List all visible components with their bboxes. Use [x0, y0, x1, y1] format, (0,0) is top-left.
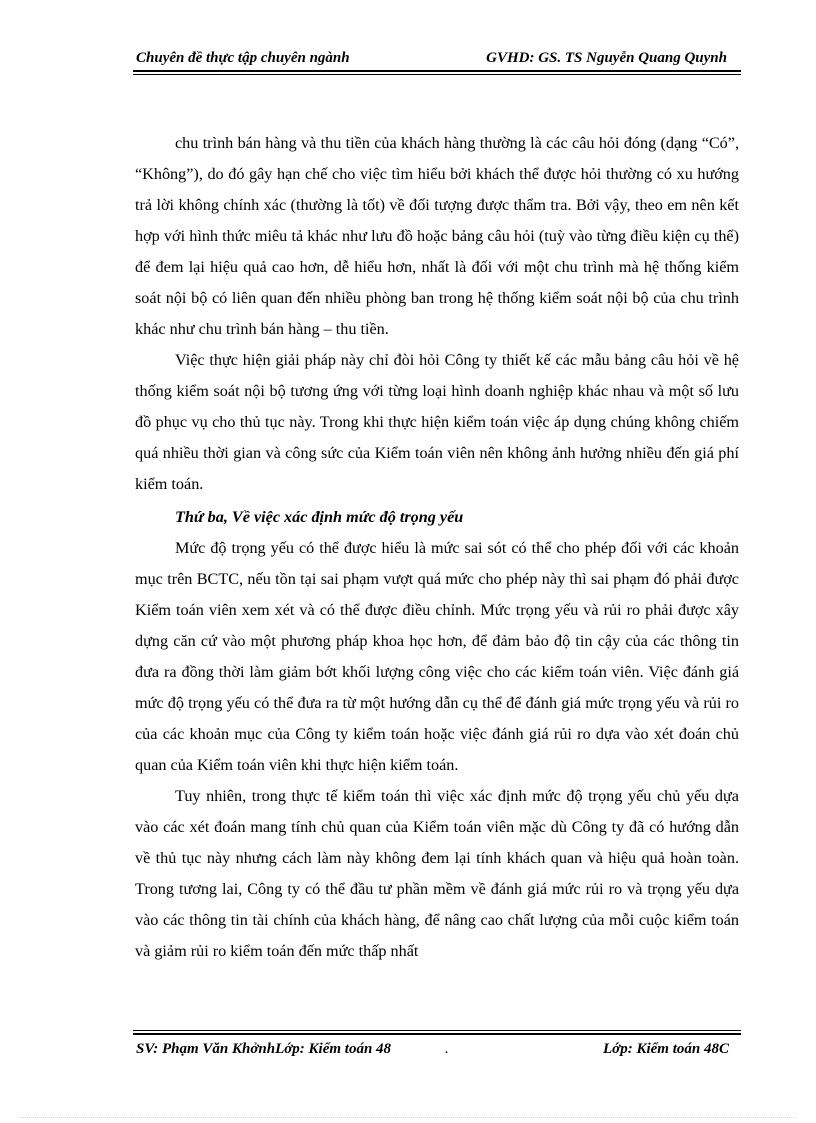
- footer-class: Lớp: Kiểm toán 48C: [603, 1041, 729, 1057]
- footer-rule-thin: [133, 1030, 741, 1031]
- header-rule-thin: [133, 74, 741, 75]
- document-body: [135, 128, 739, 967]
- paragraph-3: Mức độ trọng yếu có thể được hiểu là mức sai sót có thể cho phép đối với các khoản mục trên BCTC, nếu tồn tại sai phạm vượt quá mức cho phép này thì sai phạm đó phải được Kiểm toán viên xem xét và có thể được điều chỉnh. Mức trọng yếu và rủi ro phải được xây dựng căn cứ vào một phương pháp khoa học hơn, để đảm bảo độ tin cậy của các thông tin đưa ra đồng thời làm giảm bớt khối lượng công việc cho các kiểm toán viên. Việc đánh giá mức độ trọng yếu có thể đưa ra từ một hướng dẫn cụ thể để đánh giá mức trọng yếu và rủi ro của các khoản mục của Công ty kiểm toán hoặc việc đánh giá rủi ro dựa vào xét đoán chủ quan của Kiểm toán viên khi thực hiện kiểm toán.: [135, 539, 739, 774]
- footer-dot: .: [445, 1041, 449, 1057]
- paragraph-1: chu trình bán hàng và thu tiền của khách hàng thường là các câu hỏi đóng (dạng “Có”, “Không”), do đó gây hạn chế cho việc tìm hiểu bởi khách thể được hỏi thường có xu hướng trả lời không chính xác (thường là tốt) về đối tượng được thẩm tra. Bởi vậy, theo em nên kết hợp với hình thức miêu tả khác như lưu đồ hoặc bảng câu hỏi (tuỳ vào từng điều kiện cụ thể) để đem lại hiệu quả cao hơn, dễ hiểu hơn, nhất là đối với một chu trình mà hệ thống kiểm soát nội bộ có liên quan đến nhiều phòng ban trong hệ thống kiểm soát nội bộ của chu trình khác như chu trình bán hàng – thu tiền.: [135, 134, 739, 338]
- footer-student: SV: Phạm Văn KhởnhLớp: Kiểm toán 48: [136, 1041, 392, 1057]
- paragraph-2: Việc thực hiện giải pháp này chỉ đòi hỏi Công ty thiết kế các mẫu bảng câu hỏi về hệ thống kiểm soát nội bộ tương ứng với từng loại hình doanh nghiệp khác nhau và một số lưu đồ phục vụ cho thủ tục này. Trong khi thực hiện kiểm toán việc áp dụng chúng không chiếm quá nhiều thời gian và công sức của Kiểm toán viên nên không ảnh hưởng nhiều đến giá phí kiểm toán.: [135, 351, 739, 493]
- header-rule-thick: [133, 70, 741, 72]
- page-header: [133, 48, 741, 70]
- section-heading: Thứ ba, Về việc xác định mức độ trọng yếu: [175, 508, 464, 526]
- paragraph-4: Tuy nhiên, trong thực tế kiểm toán thì việc xác định mức độ trọng yếu chủ yếu dựa vào các xét đoán mang tính chủ quan của Kiểm toán viên mặc dù Công ty đã có hướng dẫn về thủ tục này nhưng cách làm này không đem lại tính khách quan và hiệu quả hoàn toàn. Trong tương lai, Công ty có thể đầu tư phần mềm về đánh giá mức rủi ro và trọng yếu dựa vào các thông tin tài chính của khách hàng, để nâng cao chất lượng của mỗi cuộc kiểm toán và giảm rủi ro kiểm toán đến mức thấp nhất: [135, 787, 739, 960]
- footer-rule-thick: [133, 1033, 741, 1035]
- header-title: Chuyên đề thực tập chuyên ngành: [136, 50, 350, 66]
- header-supervisor: GVHD: GS. TS Nguyễn Quang Quynh: [486, 50, 727, 66]
- page-footer: [133, 1041, 741, 1063]
- page-edge-dotted-line: [20, 1117, 796, 1119]
